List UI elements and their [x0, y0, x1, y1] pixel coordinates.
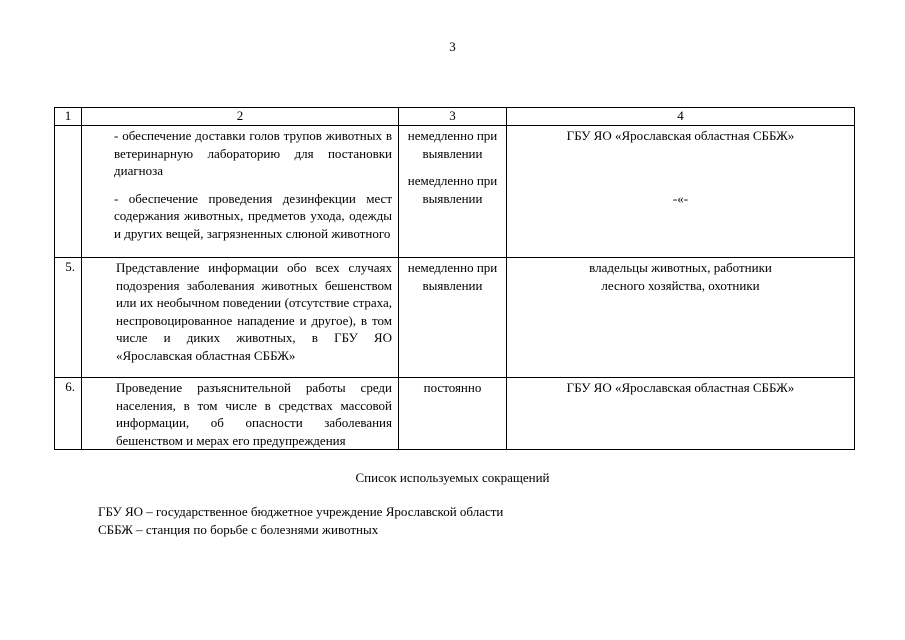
term-text: немедленно при выявлении: [407, 173, 498, 206]
measure-text: - обеспечение проведения дезинфекции мест содержания животных, предметов ухода, одежды и других вещей, загрязненных слюной животного: [114, 190, 392, 241]
measure-text: - обеспечение доставки голов трупов животных в ветеринарную лабораторию для постановки диагноза: [114, 128, 392, 179]
measure-cell: [82, 126, 399, 258]
abbreviation-item: ГБУ ЯО – государственное бюджетное учреждение Ярославской области: [98, 504, 504, 519]
table-row: [55, 378, 855, 450]
term-text: немедленно при выявлении: [399, 258, 507, 378]
header-col-1: 1: [55, 108, 82, 126]
table-row: [55, 258, 855, 378]
term-text: постоянно: [399, 378, 507, 450]
header-col-2: 2: [82, 108, 399, 126]
abbreviation-item: СББЖ – станция по борьбе с болезнями животных: [98, 522, 379, 537]
table-row: [55, 126, 855, 258]
header-col-4: 4: [507, 108, 855, 126]
row-number: 5.: [55, 258, 82, 378]
abbreviations-title: Список используемых сокращений: [355, 470, 550, 485]
executor-text: ГБУ ЯО «Ярославская областная СББЖ»: [566, 128, 795, 143]
executor-text: владельцы животных, работники лесного хозяйства, охотники: [507, 258, 855, 378]
term-text: немедленно при выявлении: [407, 128, 498, 161]
executor-cell: [507, 126, 855, 258]
header-col-3: 3: [399, 108, 507, 126]
table-header-row: [55, 108, 855, 126]
row-number: 6.: [55, 378, 82, 450]
executor-text: ГБУ ЯО «Ярославская областная СББЖ»: [507, 378, 855, 450]
page-number: 3: [449, 39, 456, 54]
executor-text: -«-: [672, 191, 689, 206]
measure-text: Представление информации обо всех случаях подозрения заболевания животных бешенством или их необычном поведении (отсутствие страха, неспровоцированное нападение и другое), в том числе и диких животных, в ГБУ ЯО «Ярославская областная СББЖ»: [82, 258, 399, 378]
term-cell: [399, 126, 507, 258]
row-number: [55, 126, 82, 258]
measure-text: Проведение разъяснительной работы среди населения, в том числе в средствах массовой информации, об опасности заболевания бешенством и мерах его предупреждения: [82, 378, 399, 450]
measures-table: [54, 107, 855, 450]
